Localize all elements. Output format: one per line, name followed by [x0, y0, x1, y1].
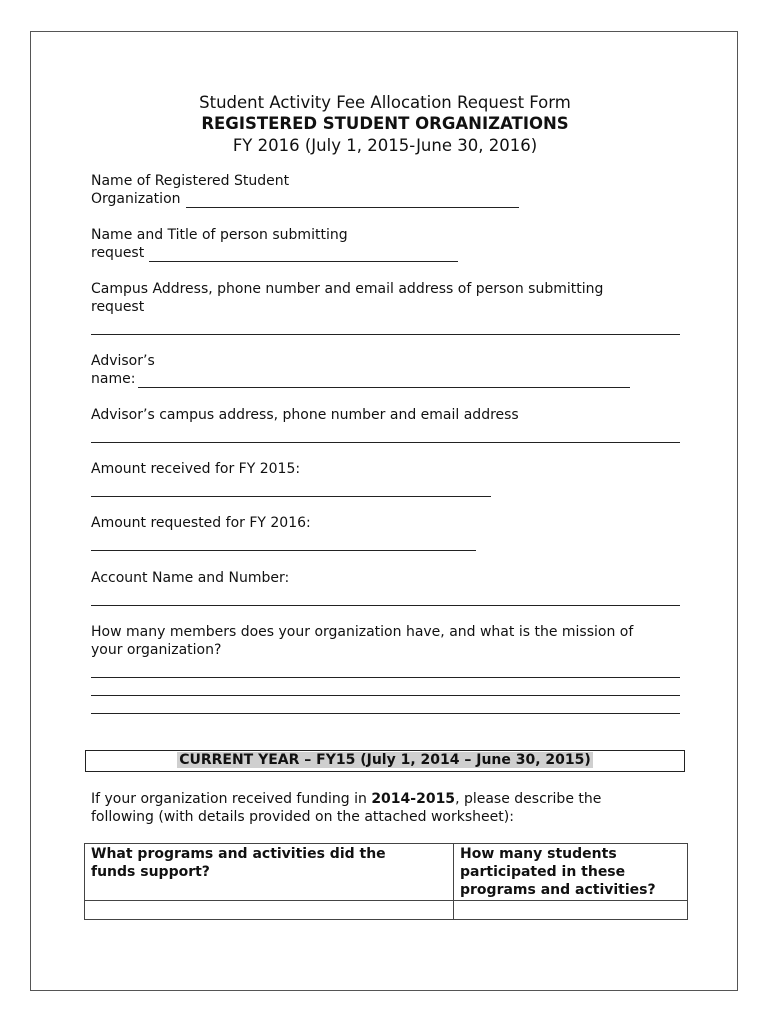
- org-name-label: Name of Registered Student: [91, 173, 290, 189]
- campus-address-field[interactable]: [91, 334, 680, 335]
- table-header-row: [85, 844, 688, 901]
- submitter-field[interactable]: [149, 261, 458, 262]
- table-header-programs-line-1: What programs and activities did the: [91, 846, 386, 862]
- org-name-label-2: Organization: [91, 191, 181, 207]
- members-mission-line-1[interactable]: [91, 677, 680, 678]
- current-year-banner: [85, 750, 685, 772]
- advisor-address-label: Advisor’s campus address, phone number and email address: [91, 407, 519, 423]
- account-label: Account Name and Number:: [91, 570, 290, 586]
- table-header-programs-line-2: funds support?: [91, 864, 210, 880]
- form-title: Student Activity Fee Allocation Request Form: [199, 93, 571, 112]
- table-header-students-line-1: How many students: [460, 846, 617, 862]
- members-mission-label-2: your organization?: [91, 642, 222, 658]
- funding-table: [84, 843, 688, 920]
- amount-requested-label: Amount requested for FY 2016:: [91, 515, 311, 531]
- advisor-address-field[interactable]: [91, 442, 680, 443]
- amount-received-field[interactable]: [91, 496, 491, 497]
- submitter-label-2: request: [91, 245, 145, 261]
- form-subtitle: REGISTERED STUDENT ORGANIZATIONS: [201, 114, 569, 133]
- table-header-students-line-2: participated in these: [460, 864, 626, 880]
- amount-requested-field[interactable]: [91, 550, 476, 551]
- fiscal-year-label: FY 2016 (July 1, 2015-June 30, 2016): [232, 136, 538, 155]
- funding-intro-year: 2014-2015: [371, 791, 456, 807]
- funding-intro-post: , please describe the: [455, 791, 602, 807]
- submitter-label: Name and Title of person submitting: [91, 227, 348, 243]
- campus-address-label: Campus Address, phone number and email address of person submitting: [91, 281, 604, 297]
- table-cell-programs[interactable]: [85, 901, 454, 920]
- members-mission-line-3[interactable]: [91, 713, 680, 714]
- table-header-students-line-3: programs and activities?: [460, 882, 656, 898]
- amount-received-label: Amount received for FY 2015:: [91, 461, 301, 477]
- members-mission-line-2[interactable]: [91, 695, 680, 696]
- campus-address-label-2: request: [91, 299, 145, 315]
- funding-intro: [91, 791, 601, 807]
- current-year-banner-text: CURRENT YEAR – FY15 (July 1, 2014 – June 30, 2015): [179, 752, 591, 768]
- table-header-programs: [85, 844, 454, 901]
- table-cell-students[interactable]: [454, 901, 688, 920]
- funding-intro-pre: If your organization received funding in: [91, 791, 372, 807]
- account-field[interactable]: [91, 605, 680, 606]
- advisor-name-label: Advisor’s: [91, 353, 155, 369]
- org-name-field[interactable]: [186, 207, 519, 208]
- advisor-name-label-2: name:: [91, 371, 136, 387]
- advisor-name-field[interactable]: [138, 387, 630, 388]
- members-mission-label: How many members does your organization have, and what is the mission of: [91, 624, 634, 640]
- table-row: [85, 901, 688, 920]
- funding-intro-2: following (with details provided on the attached worksheet):: [91, 809, 514, 825]
- table-header-students: [454, 844, 688, 901]
